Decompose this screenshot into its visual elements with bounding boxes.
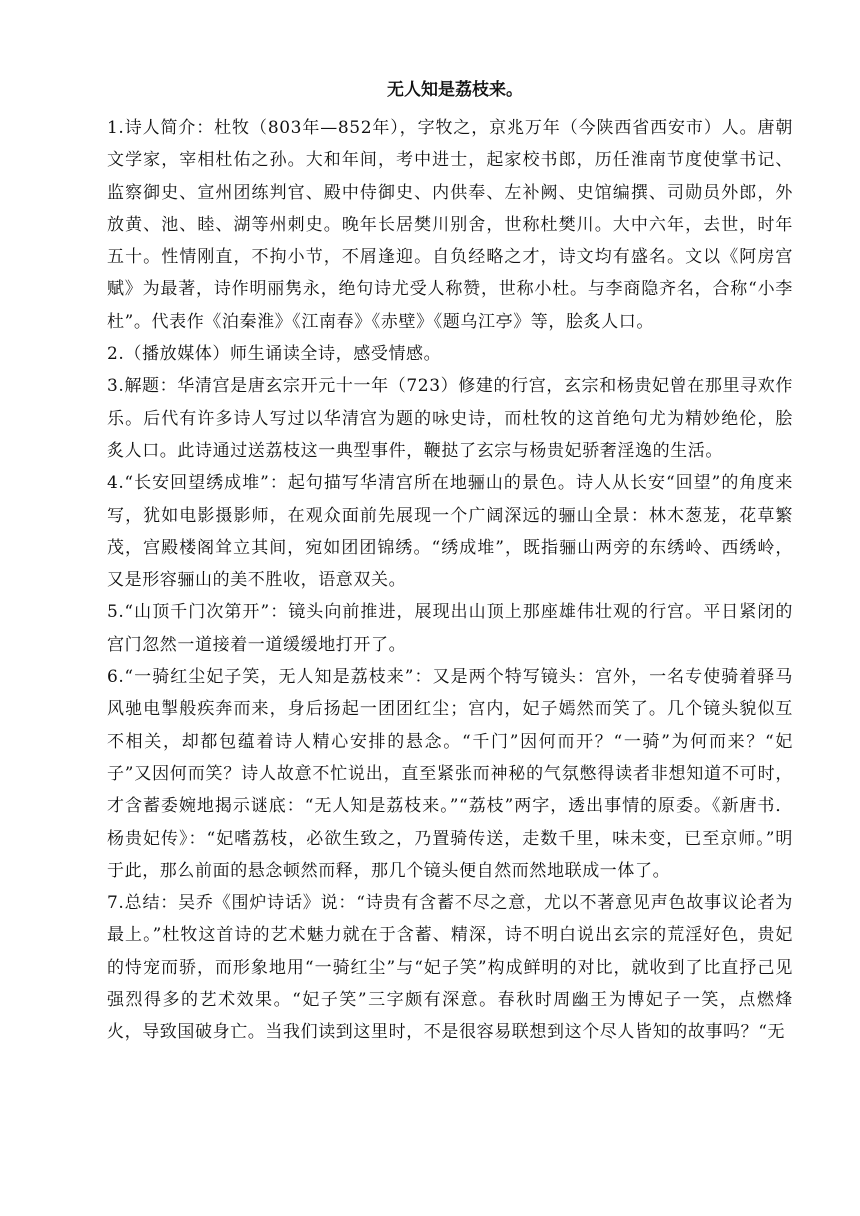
paragraph-title-explanation: 3.解题：华清宫是唐玄宗开元十一年（723）修建的行宫，玄宗和杨贵妃曾在那里寻欢作乐。后代有许多诗人写过以华清宫为题的咏史诗，而杜牧的这首绝句尤为精妙绝伦，脍炙人口。此诗通过送荔枝这一典型事件，鞭挞了玄宗与杨贵妃骄奢淫逸的生活。	[107, 376, 793, 461]
paragraph-poet-intro: 1.诗人简介：杜牧（803年—852年），字牧之，京兆万年（今陕西省西安市）人。唐朝文学家，宰相杜佑之孙。大和年间，考中进士，起家校书郎，历任淮南节度使掌书记、监察御史、宣州团练判官、殿中侍御史、内供奉、左补阙、史馆编撰、司勋员外郎，外放黄、池、睦、湖等州刺史。晚年长居樊川别舍，世称杜樊川。大中六年，去世，时年五十。性情刚直，不拘小节，不屑逢迎。自负经略之才，诗文均有盛名。文以《阿房宫赋》为最著，诗作明丽隽永，绝句诗尤受人称赞，世称小杜。与李商隐齐名，合称“小李杜”。代表作《泊秦淮》《江南春》《赤壁》《题乌江亭》等，脍炙人口。	[107, 118, 793, 332]
paragraph-recitation: 2.（播放媒体）师生诵读全诗，感受情感。	[107, 344, 442, 365]
paragraph-lines-three-four: 6.“一骑红尘妃子笑，无人知是荔枝来”：又是两个特写镜头：宫外，一名专使骑着驿马风驰电掣般疾奔而来，身后扬起一团团红尘；宫内，妃子嫣然而笑了。几个镜头貌似互不相关，却都包蕴着诗人精心安排的悬念。“千门”因何而开？“一骑”为何而来？“妃子”又因何而笑？诗人故意不忙说出，直至紧张而神秘的气氛憋得读者非想知道不可时，才含蓄委婉地揭示谜底：“无人知是荔枝来。”“荔枝”两字，透出事情的原委。《新唐书．杨贵妃传》：“妃嗜荔枝，必欲生致之，乃置骑传送，走数千里，味未变，已至京师。”明于此，那么前面的悬念顿然而释，那几个镜头便自然而然地联成一体了。	[107, 667, 793, 881]
paragraph-line-one: 4.“长安回望绣成堆”：起句描写华清宫所在地骊山的景色。诗人从长安“回望”的角度来写，犹如电影摄影师，在观众面前先展现一个广阔深远的骊山全景：林木葱茏，花草繁茂，宫殿楼阁耸立其间，宛如团团锦绣。“绣成堆”，既指骊山两旁的东绣岭、西绣岭，又是形容骊山的美不胜收，语意双关。	[107, 473, 793, 591]
document-title: 无人知是荔枝来。	[387, 80, 523, 100]
paragraph-line-two: 5.“山顶千门次第开”：镜头向前推进，展现出山顶上那座雄伟壮观的行宫。平日紧闭的宫门忽然一道接着一道缓缓地打开了。	[107, 602, 793, 655]
document-body	[107, 112, 793, 1049]
paragraph-summary: 7.总结：吴乔《围炉诗话》说：“诗贵有含蓄不尽之意，尤以不著意见声色故事议论者为最上。”杜牧这首诗的艺术魅力就在于含蓄、精深，诗不明白说出玄宗的荒淫好色，贵妃的恃宠而骄，而形象地用“一骑红尘”与“妃子笑”构成鲜明的对比，就收到了比直抒己见强烈得多的艺术效果。“妃子笑”三字颇有深意。春秋时周幽王为博妃子一笑，点燃烽火，导致国破身亡。当我们读到这里时，不是很容易联想到这个尽人皆知的故事吗？“无	[107, 893, 793, 1043]
